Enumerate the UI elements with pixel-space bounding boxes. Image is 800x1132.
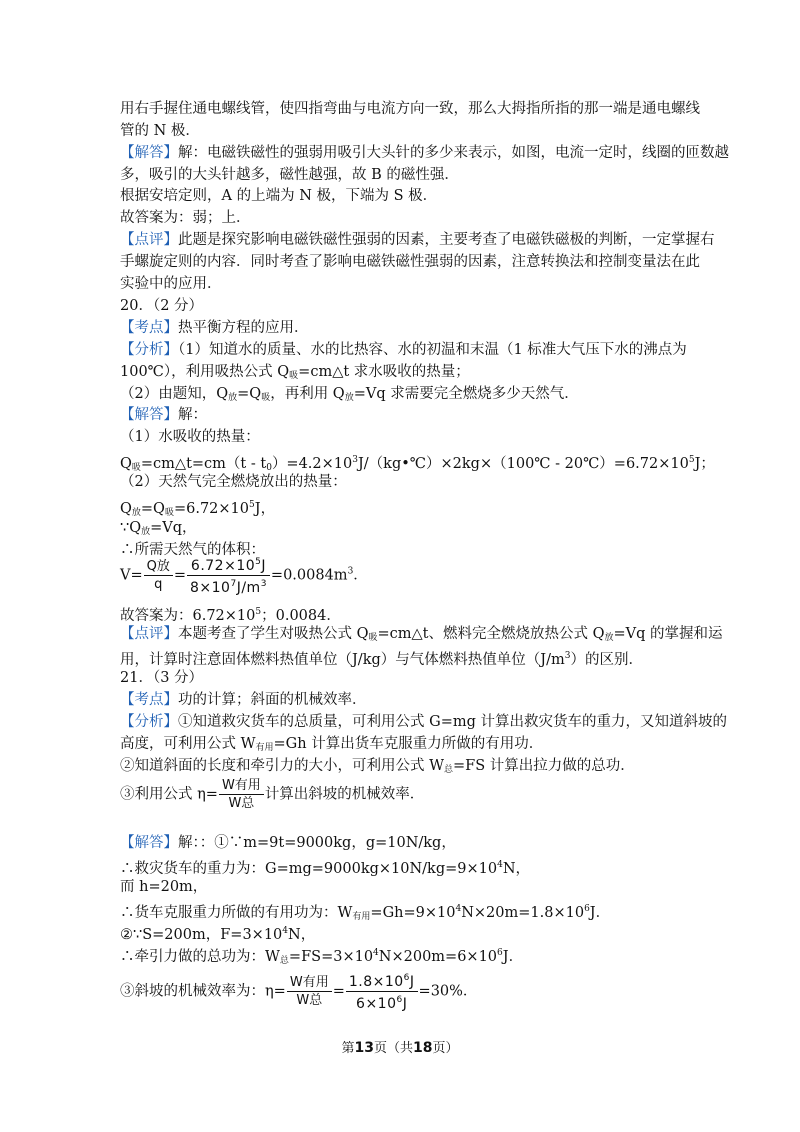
fraction: $\frac{6.72\times 10^5J}{8\times 10^7J/m^3}$: [187, 554, 270, 597]
equation-line: ∴牵引力做的总功为：$W_总=FS=3\times 10^4N\times 200m=6\times 10^6J$．: [120, 948, 524, 966]
text-line: 故答案为：$6.72\times 10^5$；0.0084．: [120, 607, 341, 624]
fraction: $\frac{1.8\times 10^6J}{6\times 10^6J}$: [346, 970, 418, 1013]
text-line: 故答案为：弱；上．: [120, 210, 251, 226]
text-line: 根据安培定则，A 的上端为 N 极，下端为 S 极．: [120, 188, 438, 204]
equation-line: $\because Q_放=Vq$，: [120, 520, 197, 537]
text-line: 【解答】解：：①∵m=9t=9000kg，g=10N/kg，: [120, 835, 456, 851]
comment-tag: 【点评】: [120, 626, 178, 642]
total-page-number: 18: [413, 1040, 433, 1056]
equation-line: ②∵S=200m，$F=3\times 10^4N$，: [120, 926, 316, 943]
kaodian-tag: 【考点】: [120, 320, 178, 336]
text-line: 【分析】（1）知道水的质量、水的比热容、水的初温和末温（1 标准大气压下水的沸点为: [120, 342, 687, 358]
text-line: 【考点】功的计算；斜面的机械效率．: [120, 692, 367, 708]
text-line: （2）天然气完全燃烧放出的热量：: [120, 474, 347, 490]
question-number: 20．（2 分）: [120, 298, 204, 314]
kaodian-tag: 【考点】: [120, 692, 178, 708]
equation-line: ∴救灾货车的重力为：$G=mg=9000kg\times 10N/kg=9\times 10^4N$，: [120, 860, 531, 877]
text-line: 高度，可利用公式 $W_{有用}=Gh$ 计算出货车克服重力所做的有用功．: [120, 736, 544, 753]
analysis-tag: 【分析】: [120, 342, 178, 358]
text-line: 而 h=20m，: [120, 879, 208, 895]
fraction: $\frac{\text{Q放}}{q}$: [144, 558, 173, 593]
text-line: （2）由题知，$Q_放=Q_吸$，再利用 $Q_放=Vq$ 求需要完全燃烧多少天然气．: [120, 386, 579, 403]
text-line: 【考点】热平衡方程的应用．: [120, 320, 309, 336]
text-line: 多，吸引的大头针越多，磁性越强，故 B 的磁性强．: [120, 167, 459, 183]
current-page-number: 13: [354, 1040, 374, 1056]
text-line: ∴所需天然气的体积：: [120, 542, 265, 558]
fraction: $\frac{\text{W有用}}{\text{W总}}$: [287, 974, 332, 1009]
efficiency-formula-line: ③利用公式 η= $\frac{\text{W有用}}{\text{W总}}$ 计算出斜坡的机械效率．: [120, 778, 425, 811]
text-line: 手螺旋定则的内容．同时考查了影响电磁铁磁性强弱的因素，注意转换法和控制变量法在此: [120, 254, 700, 270]
page-footer: 第13页（共18页）: [341, 1040, 459, 1056]
answer-tag: 【解答】: [120, 835, 178, 851]
text-line: 管的 N 极．: [120, 123, 200, 139]
answer-tag: 【解答】: [120, 145, 178, 161]
text-line: 用，计算时注意固体燃料热值单位（J/kg）与气体燃料热值单位$(J/m^3)$的区别．: [120, 651, 643, 668]
equation-line: $Q_吸=cm\triangle t=cm(t$ - $t_0)=4.2\times 10^3J/(kg•℃)\times 2kg\times(100℃$ - $20℃)=6.72\times 10^5J$；: [120, 455, 715, 473]
text-line: ②知道斜面的长度和牵引力的大小，可利用公式 $W_总=FS$ 计算出拉力做的总功．: [120, 758, 635, 775]
text-line: 实验中的应用．: [120, 276, 222, 292]
question-number: 21．（3 分）: [120, 670, 204, 686]
text-line: 【解答】解：: [120, 407, 207, 423]
analysis-tag: 【分析】: [120, 714, 178, 730]
text-line: （1）水吸收的热量：: [120, 429, 260, 445]
equation-line: ∴货车克服重力所做的有用功为：$W_{有用}=Gh=9\times 10^4N\times 20m=1.8\times 10^6J$．: [120, 904, 611, 922]
volume-equation: V= $\frac{\text{Q放}}{q}$ = $\frac{6.72\times 10^5J}{8\times 10^7J/m^3}$ $=0.0084m^3$．: [120, 554, 368, 597]
answer-tag: 【解答】: [120, 407, 178, 423]
comment-tag: 【点评】: [120, 232, 178, 248]
text-line: 100℃），利用吸热公式 $Q_吸=cm\triangle t$ 求水吸收的热量；: [120, 364, 470, 381]
text-line: 【分析】①知道救灾货车的总质量，可利用公式 G=mg 计算出救灾货车的重力，又知道斜坡的: [120, 714, 727, 730]
text-line: 用右手握住通电螺线管，使四指弯曲与电流方向一致，那么大拇指所指的那一端是通电螺线: [120, 101, 700, 117]
text-line: 【点评】本题考查了学生对吸热公式 $Q_吸=cm\triangle t$、燃料完全燃烧放热公式 $Q_放=Vq$ 的掌握和运: [120, 626, 723, 643]
fraction: $\frac{\text{W有用}}{\text{W总}}$: [219, 777, 264, 812]
efficiency-result-line: ③斜坡的机械效率为：η= $\frac{\text{W有用}}{\text{W总}}$ = $\frac{1.8\times 10^6J}{6\times 10^6J}$ =30%．: [120, 970, 477, 1013]
text-line: 【解答】解：电磁铁磁性的强弱用吸引大头针的多少来表示，如图，电流一定时，线圈的匝数越: [120, 145, 729, 161]
equation-line: $Q_放=Q_吸=6.72\times 10^5J$，: [120, 500, 276, 518]
text-line: 【点评】此题是探究影响电磁铁磁性强弱的因素，主要考查了电磁铁磁极的判断，一定掌握右: [120, 232, 715, 248]
